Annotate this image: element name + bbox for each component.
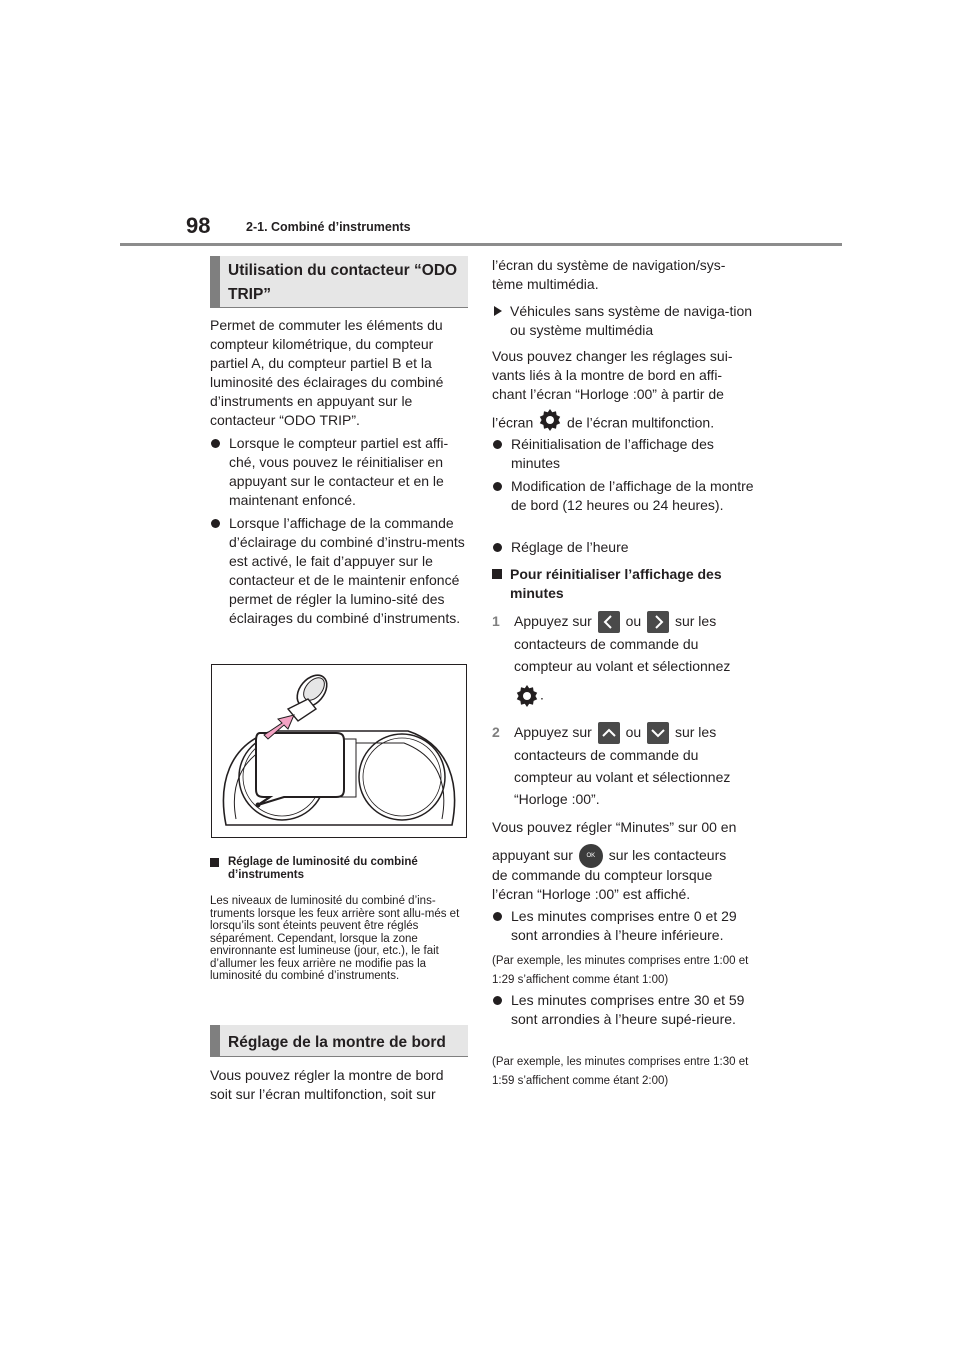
- chevron-right-icon: [647, 611, 669, 633]
- reset-minutes-subheading: Pour réinitialiser l’affichage des minutes: [492, 565, 752, 603]
- minutes-text-a: Vous pouvez régler “Minutes” sur 00 en: [492, 819, 737, 835]
- settings-text: Vous pouvez changer les réglages sui-vants liés à la montre de bord en affi-chant l’écran “Horloge :00” à partir de: [492, 348, 733, 402]
- step-2-text-e: “Horloge :00”.: [514, 791, 600, 808]
- list-item: Les minutes comprises entre 0 et 29 sont arrondies à l’heure inférieure.: [492, 907, 754, 945]
- clock-intro-right: l’écran du système de navigation/sys-tème multimédia.: [492, 257, 726, 292]
- example-down: (Par exemple, les minutes comprises entre 1:00 et 1:29 s’affichent comme étant 1:00): [492, 955, 749, 986]
- step-1-text-e: .: [540, 687, 544, 703]
- step-1-text-d: compteur au volant et sélectionnez: [514, 658, 731, 675]
- section-title: 2-1. Combiné d’instruments: [246, 220, 411, 234]
- step-2-text-a: Appuyez sur: [514, 724, 592, 740]
- step-1-or: ou: [625, 613, 642, 629]
- vehicle-type-item: Véhicules sans système de naviga-tion ou système multimédia: [492, 302, 754, 340]
- step-2-or: ou: [625, 724, 642, 740]
- brightness-text: Les niveaux de luminosité du combiné d’ins-truments lorsque les feux arrière sont allu-més et lorsqu’ils sont éteints peuvent être réglés séparément. Cependant, lorsque la zone environnante est lumineuse (jour, etc.), le fait d’allumer les feux arrière ne modifie pas la luminosité du combiné d’instruments.: [210, 895, 460, 982]
- clock-intro-left: Vous pouvez régler la montre de bord soit sur l’écran multifonction, soit sur: [210, 1067, 444, 1102]
- step-2: [514, 721, 754, 810]
- ok-button-icon: OK: [579, 844, 603, 868]
- step-1-text-c: contacteurs de commande du: [514, 636, 699, 653]
- settings-text-end: de l’écran multifonction.: [567, 414, 715, 431]
- list-item: Modification de l’affichage de la montre de bord (12 heures ou 24 heures).: [492, 477, 754, 515]
- odo-trip-switch-drawing: [212, 665, 466, 837]
- list-item: Réglage de l’heure: [492, 538, 754, 557]
- step-1-text-a: Appuyez sur: [514, 613, 592, 629]
- step-2-number: 2: [492, 724, 500, 740]
- list-item: Lorsque l’affichage de la commande d’éclairage du combiné d’instru-ments est activé, le fait d’appuyer sur le contacteur et de le maintenir enfoncé permet de régler la lumino-sité des éclairages du combiné d’instruments.: [210, 514, 470, 628]
- odo-trip-heading: Utilisation du contacteur “ODO TRIP”: [210, 256, 468, 308]
- instrument-cluster-illustration: [211, 664, 467, 838]
- chevron-left-icon: [598, 611, 620, 633]
- example-up: (Par exemple, les minutes comprises entre 1:30 et 1:59 s’affichent comme étant 2:00): [492, 1056, 749, 1087]
- minutes-text-b1: appuyant sur: [492, 847, 573, 863]
- settings-text-start: l’écran: [492, 414, 534, 431]
- minutes-text-b2: sur les contacteurs: [608, 847, 727, 863]
- brightness-subheading: Réglage de luminosité du combiné d’instruments: [210, 856, 468, 882]
- minutes-text-c: de commande du compteur lorsque l’écran “Horloge :00” est affiché.: [492, 867, 713, 902]
- clock-heading: Réglage de la montre de bord: [210, 1025, 468, 1057]
- gear-icon: [514, 683, 540, 715]
- list-item: Lorsque le compteur partiel est affi-ché, vous pouvez le réinitialiser en appuyant sur le contacteur et en le maintenant enfoncé.: [210, 434, 470, 510]
- list-item: Réinitialisation de l’affichage des minutes: [492, 435, 754, 473]
- header-divider: [120, 243, 842, 246]
- step-2-text-d: compteur au volant et sélectionnez: [514, 769, 731, 786]
- list-item: Les minutes comprises entre 30 et 59 sont arrondies à l’heure supé-rieure.: [492, 991, 754, 1029]
- page-number: 98: [186, 213, 211, 238]
- step-1-text-b: sur les: [674, 613, 717, 629]
- step-1-number: 1: [492, 613, 500, 629]
- chevron-up-icon: [598, 722, 620, 744]
- step-2-text-c: contacteurs de commande du: [514, 747, 699, 764]
- step-2-text-b: sur les: [674, 724, 717, 740]
- chevron-down-icon: [647, 722, 669, 744]
- minutes-text-line: [492, 842, 754, 868]
- odo-trip-intro: Permet de commuter les éléments du compteur kilométrique, du compteur partiel A, du compteur partiel B et la luminosité des éclairages du combiné d’instruments en appuyant sur le contacteur “ODO TRIP”.: [210, 317, 444, 428]
- step-1: [514, 610, 754, 715]
